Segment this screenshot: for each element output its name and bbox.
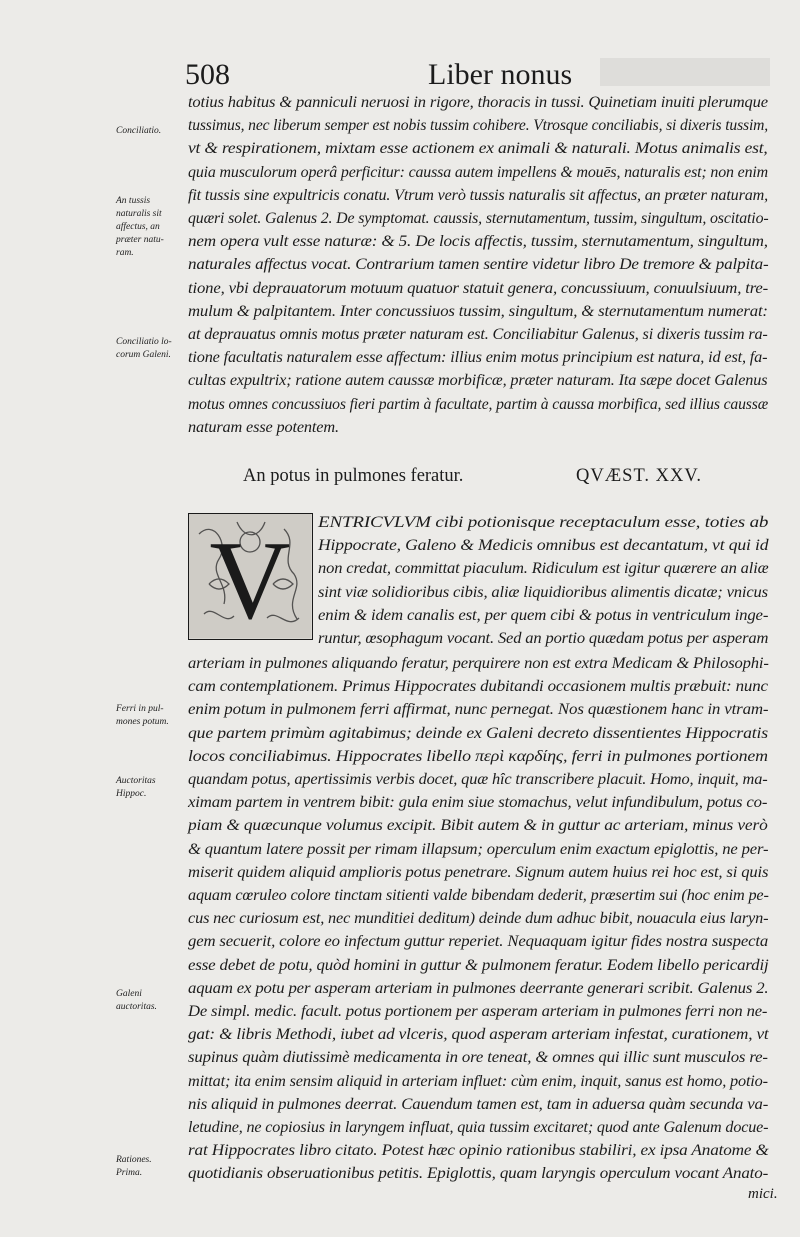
- page-number: 508: [185, 58, 230, 91]
- margin-note-rationes-prima: Rationes. Prima.: [116, 1155, 152, 1178]
- text-line: mulum & palpitantem. Inter concussiuos tussim, singultum, & sternutamentum numerat:: [188, 300, 768, 320]
- text-line: locos conciliabimus. Hippocrates libello περὶ καρδίης, ferri in pulmones portionem: [188, 745, 768, 765]
- text-line: naturales affectus vocat. Contrarium tamen sentire videtur libro De tremore & palpita-: [188, 254, 769, 274]
- text-line: piam & quæcunque volumus excipit. Bibit autem & in guttur ac arteriam, minus verò: [188, 815, 768, 835]
- question-title: An potus in pulmones feratur.: [243, 466, 464, 486]
- text-line: ENTRICVLVM cibi potionisque receptaculum esse, toties ab: [318, 512, 769, 531]
- margin-note-an-tussis: An tussis naturalis sit affectus, an præter natu- ram.: [116, 196, 164, 258]
- text-line: De simpl. medic. facult. potus portionem per asperam arteriam in pulmones ferri non ne-: [188, 1001, 768, 1020]
- question-number: QVÆST. XXV.: [576, 466, 702, 486]
- text-line: esse debet de potu, quòd homini in guttur & pulmonem feratur. Eodem libello pericardij: [188, 954, 769, 974]
- text-line: sint viæ solidioribus cibis, aliæ liquidioribus alimentis dicatæ; vnicus: [318, 581, 768, 601]
- text-line: cam contemplationem. Primus Hippocrates dubitandi occasionem multis præbuit: nunc: [188, 676, 768, 696]
- text-line: supinus quàm diutissimè medicamenta in ore teneat, & omnes qui illic sunt musculos re-: [188, 1047, 768, 1067]
- text-line: vt & respirationem, mixtam esse actionem ex animali & naturali. Motus animalis est,: [188, 138, 768, 158]
- text-line: letudine, ne copiosius in laryngem influat, quia tussim excitaret; quod ante Galenum docue-: [188, 1117, 769, 1136]
- bleed-through-shadow: [600, 58, 770, 86]
- margin-note-conciliatio: Conciliatio.: [116, 126, 162, 136]
- top-paragraph: [188, 92, 768, 440]
- text-line: rat Hippocrates libro citato. Potest hæc opinio rationibus stabiliri, ex ipsa Anatome &: [188, 1140, 769, 1160]
- text-line: tussimus, nec liberum semper est nobis tussim cohibere. Vtrosque conciliabis, si dixeris tussim,: [188, 115, 769, 135]
- running-title: Liber nonus: [428, 58, 573, 91]
- text-line: aquam cœruleo colore tinctam sitienti valde bibendam dederit, præsertim sui (hoc enim pe-: [188, 885, 769, 904]
- text-line: nis aliquid in pulmones deerrat. Cauendum tamen est, tam in aduersa quàm secunda va-: [188, 1093, 769, 1113]
- opening-paragraph: [318, 512, 768, 651]
- text-line: nem opera vult esse naturæ: & 5. De locis affectis, tussim, sternutamentum, singultum,: [188, 231, 768, 251]
- text-line: ximam partem in ventrem bibit: gula enim siue stomachus, velut infundibulum, potus co-: [188, 792, 768, 812]
- text-line: enim potum in pulmonem ferri affirmat, nunc pernegat. Nos quæstionem hanc in vtram-: [188, 699, 769, 719]
- margin-note-auctoritas-hippoc: Auctoritas Hippoc.: [116, 776, 156, 799]
- text-line: quandam potus, apertissimis verbis docet, quæ hîc transcribere placuit. Homo, inquit, ma-: [188, 769, 768, 788]
- decorated-initial-artwork: [189, 514, 311, 638]
- margin-note-ferri-in-pulmones: Ferri in pul- mones potum.: [116, 704, 169, 727]
- text-line: runtur, œsophagum vocant. Sed an portio quædam potus per asperam: [318, 628, 769, 647]
- text-line: quæri solet. Galenus 2. De symptomat. caussis, sternutamentum, tussim, singultum, oscitatio-: [188, 208, 769, 227]
- text-line: aquam ex potu per asperam arteriam in pulmones deerrante generari scribit. Galenus 2.: [188, 977, 769, 997]
- text-line: totius habitus & panniculi neruosi in rigore, thoracis in tussi. Quinetiam inuiti plerumque: [188, 92, 768, 111]
- text-line: Hippocrate, Galeno & Medicis omnibus est decantatum, vt qui id: [318, 535, 769, 555]
- text-line: quotidianis obseruationibus petitis. Epiglottis, quam laryngis operculum vocant Anato-: [188, 1163, 769, 1183]
- text-line: cultas expultrix; ratione autem caussæ morbificæ, præter naturam. Ita sæpe docet Galenus: [188, 370, 768, 390]
- text-line: mittat; ita enim sensim aliquid in arteriam influet: cùm enim, inquit, sanus est homo, potio-: [188, 1070, 768, 1090]
- text-line: enim & idem canalis est, per quem cibi & potus in ventriculum inge-: [318, 604, 769, 624]
- text-line: miserit quidem aliquid amplioris potus penetrare. Signum autem huius rei hoc est, si quis: [188, 861, 769, 881]
- decorated-initial: [188, 513, 313, 640]
- text-line: gat: & libris Methodi, iubet ad vlceris, quod asperam arteriam infestat, curationem, vt: [188, 1024, 769, 1044]
- text-line: que partem primùm agitabimus; deinde ex Galeni decreto dissentientes Hippocratis: [188, 722, 769, 742]
- margin-note-galeni-auctoritas: Galeni auctoritas.: [116, 989, 157, 1012]
- text-line: naturam esse potentem.: [188, 416, 339, 436]
- text-line: tione facultatis naturalem esse affectum: illius enim motus principium est natura, id est, fa-: [188, 347, 768, 367]
- text-line: cus nec curiosum est, nec munditiei deditum) deinde dum adhuc bibit, nouacula eius laryn-: [188, 908, 769, 928]
- text-line: & quantum latere possit per rimam illapsum; operculum enim exactum epiglottis, ne per-: [188, 838, 769, 858]
- text-line: non credat, committat piaculum. Ridiculum est igitur quærere an aliæ: [318, 558, 769, 578]
- text-line: fit tussis sine expultricis conatu. Vtrum verò tussis naturalis sit affectus, an præter naturam,: [188, 184, 769, 204]
- text-line: at deprauatus omnis motus præter naturam est. Conciliabitur Galenus, si dixeris tussim ra-: [188, 324, 768, 343]
- text-line: gem secuerit, colore eo infectum guttur reperiet. Nequaquam igitur fides nostra suspecta: [188, 931, 769, 951]
- text-line: arteriam in pulmones aliquando feratur, perquirere non est extra Medicam & Philosophi-: [188, 653, 769, 672]
- text-line: motus omnes concussiuos fieri partim à facultate, partim à caussa morbifica, sed illius caussæ: [188, 393, 769, 413]
- text-line: quia musculorum operâ perficitur: caussa autem impellens & mouēs, naturalis est; non enim: [188, 161, 769, 181]
- question-heading: [243, 466, 763, 496]
- text-line: tione, vbi deprauatorum motuum quatuor statuit genera, concussiuum, conuulsiuum, tre-: [188, 277, 769, 297]
- margin-note-conciliatio-locorum: Conciliatio lo- corum Galeni.: [116, 337, 172, 360]
- main-paragraph: [188, 653, 768, 1187]
- catchword: mici.: [748, 1186, 778, 1202]
- initial-letter: V: [209, 519, 291, 638]
